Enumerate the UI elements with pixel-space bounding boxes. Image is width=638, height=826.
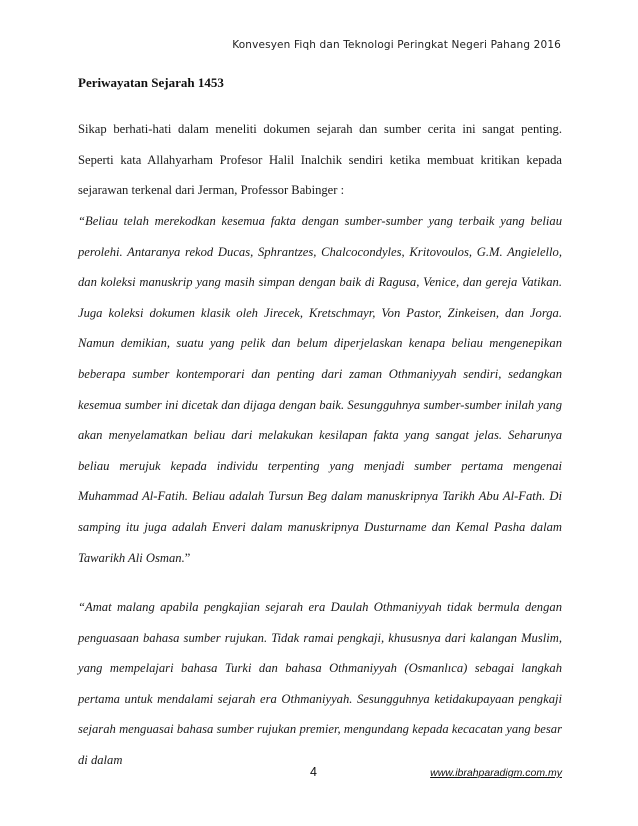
- intro-paragraph: Sikap berhati-hati dalam meneliti dokumen sejarah dan sumber cerita ini sangat penting. Seperti kata Allahyarham Profesor Halil Inalchik sendiri ketika membuat kritikan kepada sejarawan terkenal dari Jerman, Professor Babinger :: [78, 122, 562, 198]
- page-number: 4: [310, 765, 317, 779]
- footer-website-link[interactable]: www.ibrahparadigm.com.my: [430, 767, 562, 779]
- quote-text: “Beliau telah merekodkan kesemua fakta dengan sumber-sumber yang terbaik yang beliau perolehi. Antaranya rekod Ducas, Sphrantzes, Chalcocondyles, Kritovoulos, G.M. Angielello, dan koleksi manuskrip yang masih simpan dengan baik di Ragusa, Venice, dan gereja Vatikan. Juga koleksi dokumen klasik oleh Jirecek, Kretschmayr, Von Pastor, Zinkeisen, dan Jorga. Namun demikian, suatu yang pelik dan belum diperjelaskan kenapa beliau mengenepikan beberapa sumber kontemporari dan penting dari zaman Othmaniyyah sendiri, sedangkan kesemua sumber ini dicetak dan dijaga dengan baik. Sesungguhnya sumber-sumber inilah yang akan menyelamatkan beliau dari melakukan kesilapan fakta yang sangat jelas. Seharunya beliau merujuk kepada individu terpenting yang menjadi sumber pertama mengenai Muhammad Al-Fatih. Beliau adalah Tursun Beg dalam manuskripnya Tarikh Abu Al-Fath. Di samping itu juga adalah Enveri dalam manuskripnya Dusturname dan Kemal Pasha dalam Tawarikh Ali Osman.: [78, 214, 562, 565]
- running-header: Konvesyen Fiqh dan Teknologi Peringkat Negeri Pahang 2016: [232, 39, 561, 51]
- quote-paragraph-language: “Amat malang apabila pengkajian sejarah era Daulah Othmaniyyah tidak bermula dengan penguasaan bahasa sumber rujukan. Tidak ramai pengkaji, khususnya dari kalangan Muslim, yang mempelajari bahasa Turki dan bahasa Othmaniyyah (Osmanlıca) sebagai langkah pertama untuk mendalami sejarah era Othmaniyyah. Sesungguhnya ketidakupayaan pengkaji sejarah menguasai bahasa sumber rujukan premier, mengundang kepada kecacatan yang besar di dalam: [78, 600, 562, 767]
- closing-quote-mark: ”: [184, 550, 191, 565]
- quote-paragraph-inalcik: [78, 206, 562, 573]
- section-title: Periwayatan Sejarah 1453: [78, 75, 224, 90]
